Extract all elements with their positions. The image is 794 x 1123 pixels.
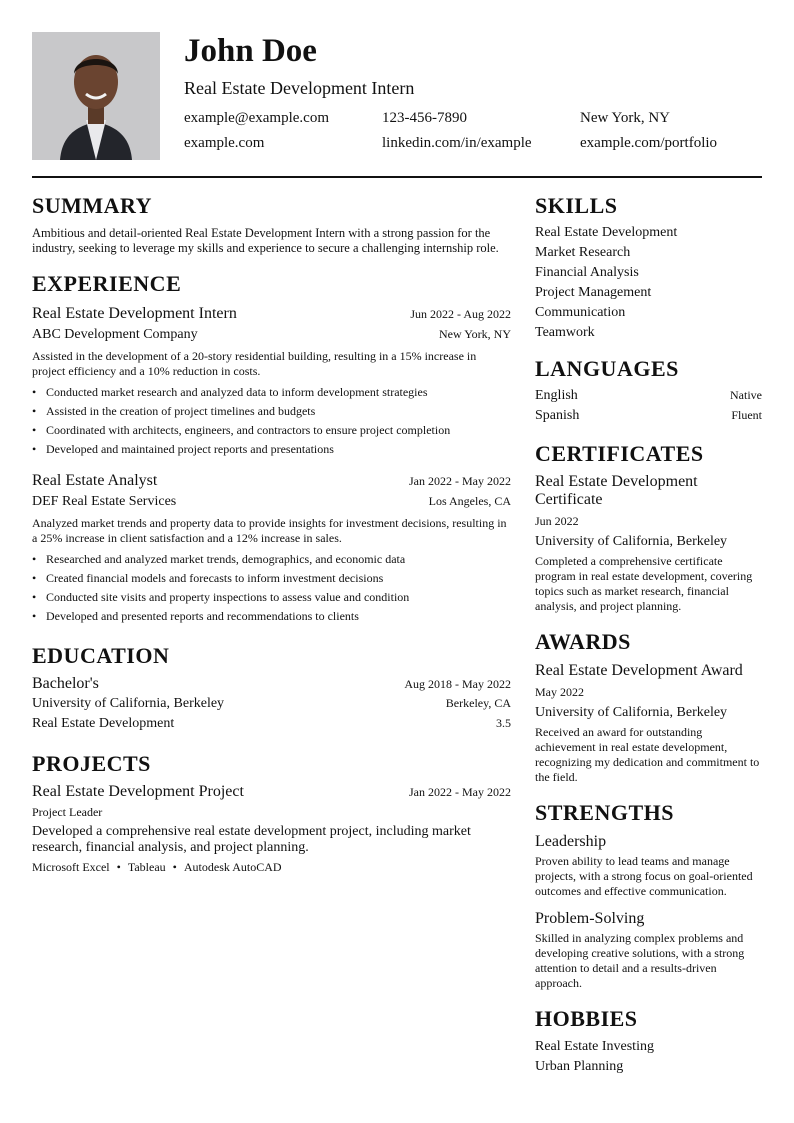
strength-name: Problem-Solving [535, 910, 645, 927]
language-name: Spanish [535, 408, 580, 423]
left-column [32, 192, 511, 875]
list-item: • Assisted in the creation of project timelines and budgets [32, 402, 511, 421]
job-location: Los Angeles, CA [428, 494, 511, 508]
list-item: • Coordinated with architects, engineers, and contractors to ensure project completion [32, 421, 511, 440]
contact-linkedin[interactable]: linkedin.com/in/example [382, 135, 532, 151]
project-description: Developed a comprehensive real estate development project, including market research, financial analysis, and project planning. [32, 824, 471, 855]
tool-tag: Microsoft Excel [32, 860, 110, 874]
language-level: Fluent [731, 408, 762, 422]
project-role: Project Leader [32, 805, 103, 819]
hobby-item: Urban Planning [535, 1059, 624, 1074]
section-heading: PROJECTS [32, 751, 151, 776]
section-heading: AWARDS [535, 629, 631, 654]
job-description: Analyzed market trends and property data to provide insights for investment decisions, resulting in a 25% increase in client satisfaction and a 12% increase in sales. [32, 516, 507, 545]
job-description: Assisted in the development of a 20-story residential building, resulting in a 15% increase in project efficiency and a 10% reduction in costs. [32, 349, 477, 378]
skill-item: Market Research [535, 245, 631, 260]
certificate-issuer: University of California, Berkeley [535, 534, 728, 549]
resume-header [32, 32, 762, 160]
degree: Bachelor's [32, 675, 99, 692]
list-item: • Conducted site visits and property inspections to assess value and condition [32, 588, 511, 607]
strength-name: Leadership [535, 833, 607, 850]
school-location: Berkeley, CA [445, 696, 511, 710]
contact-portfolio[interactable]: example.com/portfolio [580, 135, 718, 151]
list-item: • Created financial models and forecasts to inform investment decisions [32, 569, 511, 588]
person-portrait-icon [32, 32, 160, 160]
strengths-section [535, 799, 762, 991]
job-company: ABC Development Company [32, 327, 198, 342]
contact-website[interactable]: example.com [184, 135, 265, 151]
summary-section [32, 192, 511, 256]
job-company: DEF Real Estate Services [32, 494, 177, 509]
certificates-section [535, 440, 762, 614]
section-heading: CERTIFICATES [535, 441, 704, 466]
job-role: Real Estate Development Intern [32, 305, 237, 322]
section-heading: HOBBIES [535, 1006, 638, 1031]
skills-section [535, 192, 762, 343]
awards-section [535, 628, 762, 785]
award-date: May 2022 [535, 685, 584, 699]
section-heading: SUMMARY [32, 193, 153, 218]
section-heading: STRENGTHS [535, 800, 674, 825]
field-of-study: Real Estate Development [32, 716, 175, 731]
section-heading: EDUCATION [32, 643, 170, 668]
profile-photo [32, 32, 160, 160]
job-location: New York, NY [438, 327, 511, 341]
list-item: • Conducted market research and analyzed data to inform development strategies [32, 383, 511, 402]
summary-text: Ambitious and detail-oriented Real Estate Development Intern with a strong passion for the industry, seeking to leverage my skills and experience to secure a challenging internship role. [32, 226, 499, 255]
job-dates: Jun 2022 - Aug 2022 [410, 307, 511, 321]
hobby-item: Real Estate Investing [535, 1039, 654, 1054]
job-bullets [32, 383, 511, 459]
hobbies-section [535, 1005, 762, 1077]
award-description: Received an award for outstanding achievement in real estate development, recognizing my dedication and commitment to the field. [535, 725, 760, 784]
contact-phone[interactable]: 123-456-7890 [382, 110, 467, 126]
candidate-name: John Doe [184, 33, 317, 69]
language-name: English [535, 388, 578, 403]
contact-email[interactable]: example@example.com [184, 110, 330, 126]
skill-item: Teamwork [535, 325, 595, 340]
school-name: University of California, Berkeley [32, 696, 225, 711]
language-level: Native [730, 388, 762, 402]
award-issuer: University of California, Berkeley [535, 705, 728, 720]
certificate-description: Completed a comprehensive certificate program in real estate development, covering topics such as market research, financial analysis, and project planning. [535, 554, 753, 613]
job-bullets [32, 550, 511, 626]
candidate-title: Real Estate Development Intern [184, 78, 415, 98]
project-dates: Jan 2022 - May 2022 [409, 785, 511, 799]
experience-section [32, 270, 511, 626]
certificate-date: Jun 2022 [535, 514, 579, 528]
right-column [535, 192, 762, 1077]
tool-tag: Autodesk AutoCAD [183, 860, 282, 874]
section-heading: SKILLS [535, 193, 618, 218]
strength-description: Skilled in analyzing complex problems and developing creative solutions, with a strong attention to detail and a results-driven approach. [535, 931, 745, 990]
skill-item: Real Estate Development [535, 225, 678, 240]
experience-item [32, 304, 511, 459]
section-heading: EXPERIENCE [32, 271, 182, 296]
list-item: • Researched and analyzed market trends, demographics, and economic data [32, 550, 511, 569]
award-name: Real Estate Development Award [535, 662, 743, 679]
project-name: Real Estate Development Project [32, 783, 244, 800]
separator-dot: • [116, 860, 121, 874]
list-item: • Developed and presented reports and recommendations to clients [32, 607, 511, 626]
skill-item: Communication [535, 305, 626, 320]
certificate-name: Real Estate Development Certificate [535, 473, 698, 508]
tool-tag: Tableau [127, 860, 166, 874]
skill-item: Financial Analysis [535, 265, 639, 280]
languages-section [535, 355, 762, 426]
job-dates: Jan 2022 - May 2022 [409, 474, 511, 488]
projects-section [32, 750, 511, 875]
strength-description: Proven ability to lead teams and manage projects, with a strong focus on goal-oriented outcomes and effective communication. [535, 854, 753, 898]
education-dates: Aug 2018 - May 2022 [404, 677, 511, 691]
contact-location: New York, NY [580, 110, 671, 126]
education-section [32, 642, 511, 734]
gpa: 3.5 [496, 716, 511, 730]
section-heading: LANGUAGES [535, 356, 679, 381]
header-divider [32, 176, 762, 178]
list-item: • Developed and maintained project reports and presentations [32, 440, 511, 459]
skill-item: Project Management [535, 285, 652, 300]
project-tools [32, 859, 511, 875]
experience-item [32, 471, 511, 626]
job-role: Real Estate Analyst [32, 472, 158, 489]
separator-dot: • [172, 860, 177, 874]
